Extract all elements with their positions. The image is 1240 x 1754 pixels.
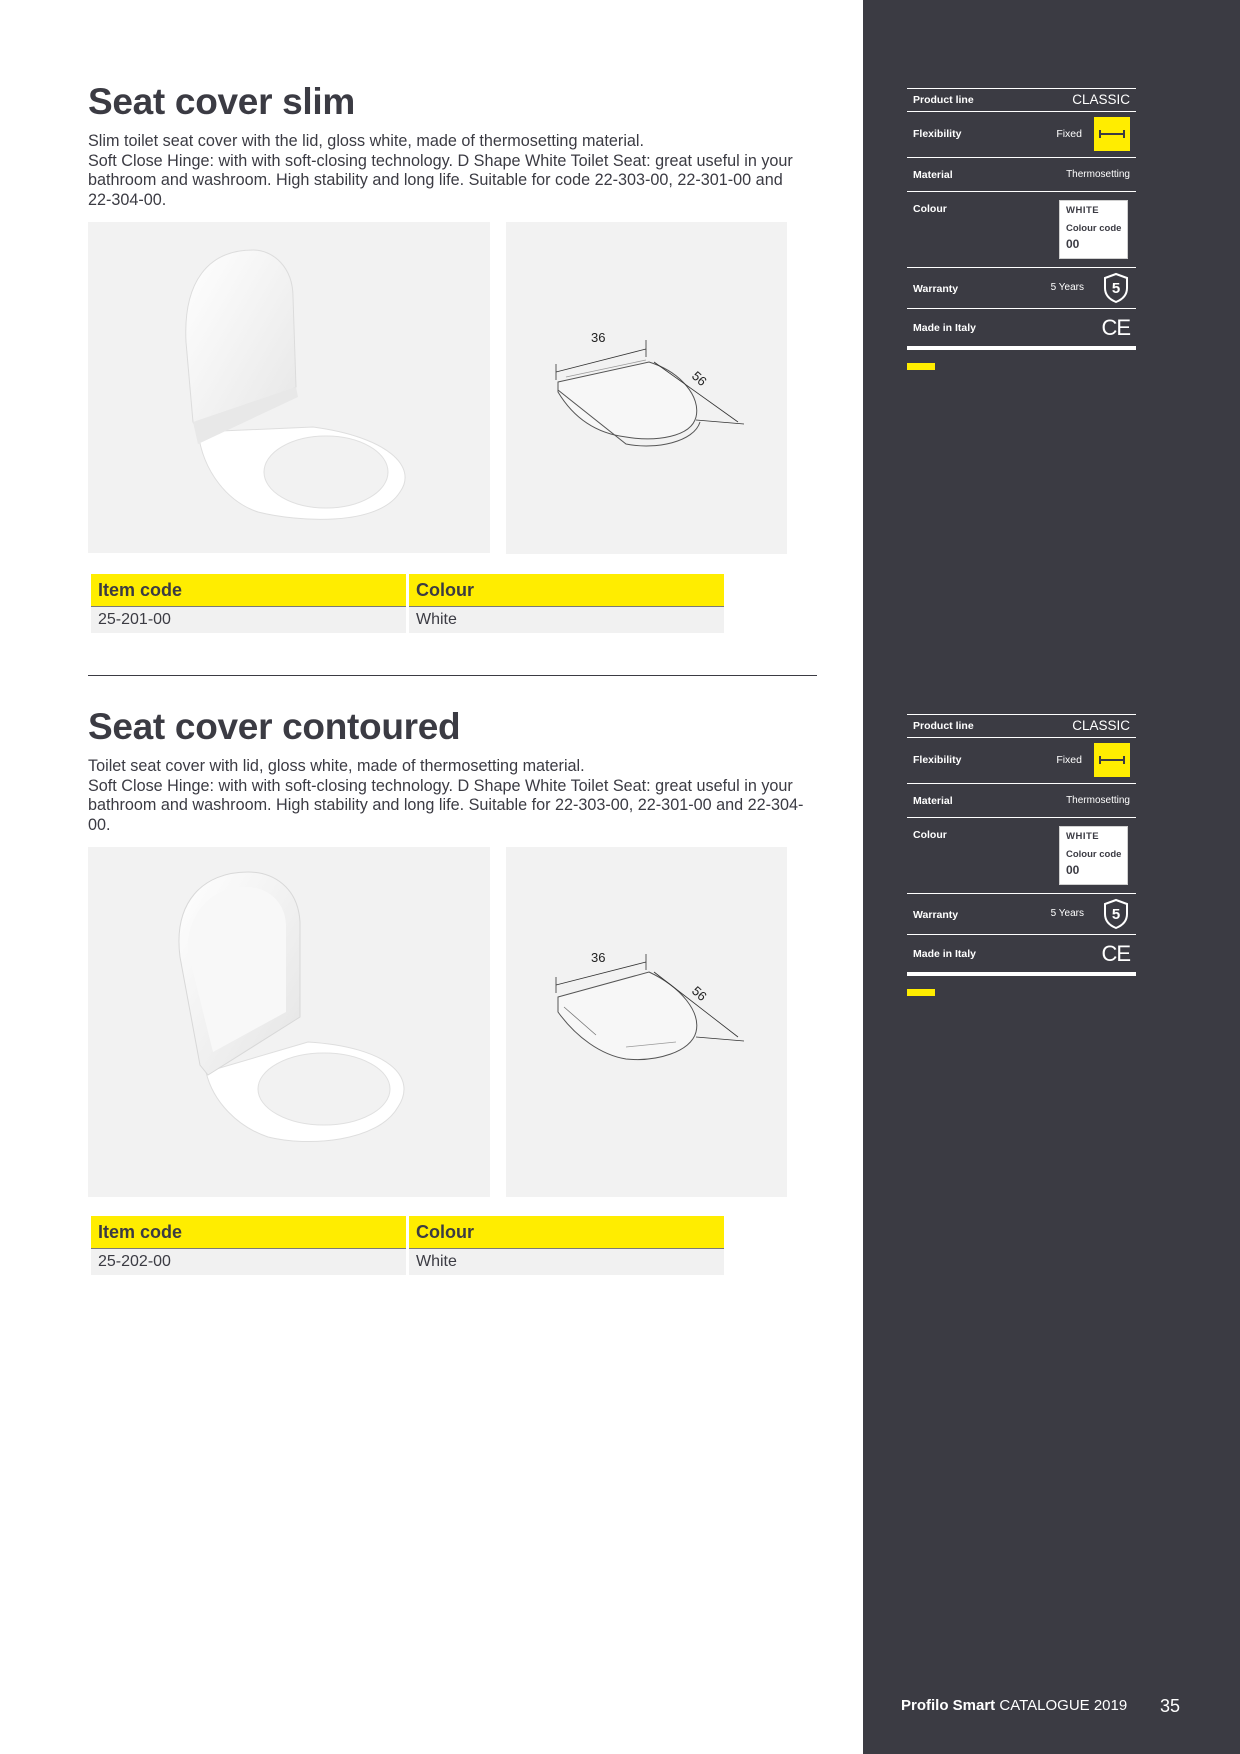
table-header-colour: Colour — [409, 1216, 724, 1249]
ce-mark-icon: CE — [1101, 315, 1130, 340]
colour-cell: White — [409, 607, 724, 633]
table-header-colour: Colour — [409, 574, 724, 607]
spec-warranty: Warranty 5 Years 5 — [907, 893, 1136, 934]
technical-drawing-slim — [506, 222, 787, 554]
dimension-width-label: 36 — [591, 330, 606, 345]
colour-cell: White — [409, 1249, 724, 1275]
ce-mark-icon: CE — [1101, 941, 1130, 966]
spec-flexibility: Flexibility Fixed — [907, 111, 1136, 157]
table-row — [91, 607, 724, 633]
footer-brand: Profilo Smart — [901, 1697, 996, 1714]
warranty-shield-icon — [1102, 272, 1130, 304]
table-row — [91, 1249, 724, 1275]
product-section-contoured — [88, 707, 818, 835]
dimension-length-label: 56 — [688, 983, 710, 1004]
spec-colour: Colour WHITE Colour code 00 — [907, 817, 1136, 893]
accent-dash — [907, 989, 935, 996]
spec-made-in: Made in Italy CE — [907, 308, 1136, 346]
footer-catalogue-label: CATALOGUE 2019 — [999, 1697, 1128, 1714]
svg-text:5: 5 — [1111, 906, 1121, 923]
technical-drawing-contoured — [506, 847, 787, 1197]
spec-panel-slim — [907, 88, 1136, 350]
section-divider — [88, 675, 817, 676]
item-code-table — [88, 1216, 727, 1275]
product-section-slim — [88, 82, 818, 210]
product-photo-slim — [88, 222, 490, 553]
item-code-table — [88, 574, 727, 633]
footer-catalogue — [901, 1697, 1127, 1714]
svg-text:5: 5 — [1111, 280, 1121, 297]
fixed-hinge-icon — [1094, 743, 1130, 777]
warranty-shield-icon — [1102, 898, 1130, 930]
spec-panel-contoured — [907, 714, 1136, 976]
dimension-length-label: 56 — [688, 368, 710, 389]
spec-colour: Colour WHITE Colour code 00 — [907, 191, 1136, 267]
table-header-item-code: Item code — [91, 574, 406, 607]
product-title: Seat cover contoured — [88, 706, 461, 747]
colour-swatch-card: WHITE Colour code 00 — [1059, 200, 1128, 259]
fixed-hinge-icon — [1094, 117, 1130, 151]
accent-dash — [907, 363, 935, 370]
spec-material: Material Thermosetting — [907, 157, 1136, 191]
dimension-width-label: 36 — [591, 950, 606, 965]
product-title: Seat cover slim — [88, 81, 355, 122]
product-description: Toilet seat cover with lid, gloss white, made of thermosetting material. Soft Close Hinge: with with soft-closing technology. D Shape White Toilet Seat: great useful in your bathroom and washroom. High stability and long life. Suitable for 22-303-00, 22-301-00 and 22-304-00. — [88, 757, 804, 834]
spec-flexibility: Flexibility Fixed — [907, 737, 1136, 783]
item-code-cell: 25-201-00 — [91, 607, 406, 633]
product-photo-contoured — [88, 847, 490, 1197]
spec-product-line: Product line CLASSIC — [907, 88, 1136, 111]
spec-material: Material Thermosetting — [907, 783, 1136, 817]
spec-product-line: Product line CLASSIC — [907, 714, 1136, 737]
spec-made-in: Made in Italy CE — [907, 934, 1136, 972]
page-number: 35 — [1160, 1696, 1181, 1716]
product-description: Slim toilet seat cover with the lid, gloss white, made of thermosetting material. Soft Close Hinge: with with soft-closing technology. D Shape White Toilet Seat: great useful in your bathroom and washroom. High stability and long life. Suitable for code 22-303-00, 22-301-00 and 22-304-00. — [88, 132, 793, 209]
table-header-item-code: Item code — [91, 1216, 406, 1249]
spec-warranty: Warranty 5 Years 5 — [907, 267, 1136, 308]
colour-swatch-card: WHITE Colour code 00 — [1059, 826, 1128, 885]
item-code-cell: 25-202-00 — [91, 1249, 406, 1275]
